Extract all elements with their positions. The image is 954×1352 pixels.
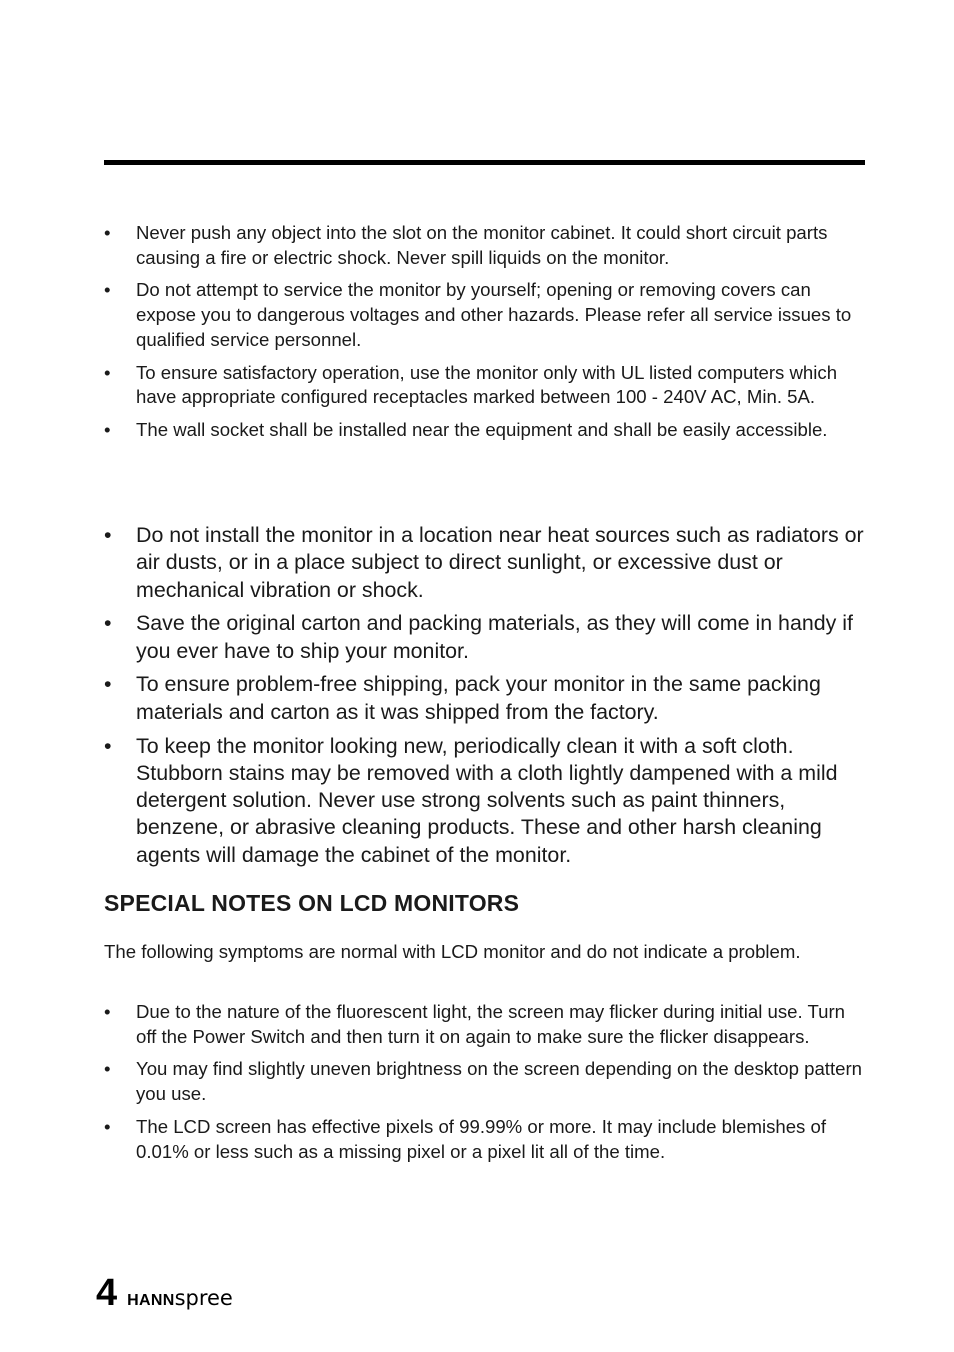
brand-logo-light: spree: [174, 1286, 233, 1310]
list-item: [104, 221, 864, 271]
list-item-text: The LCD screen has effective pixels of 99.99% or more. It may include blemishes of 0.01% or less such as a missing pixel or a pixel lit all of the time.: [136, 1115, 827, 1162]
safety-list-small: [104, 221, 864, 451]
brand-logo-bold: HANN: [127, 1292, 175, 1309]
brand-logo: [127, 1286, 233, 1311]
page-number: 4: [96, 1272, 118, 1314]
bullet-icon: •: [104, 523, 112, 547]
list-item: [104, 361, 864, 411]
list-item: [104, 418, 864, 443]
header-rule: [104, 160, 865, 165]
list-item: [104, 278, 864, 352]
list-item: [104, 1115, 864, 1165]
list-item: [104, 522, 864, 604]
bullet-icon: •: [104, 418, 111, 440]
bullet-icon: •: [104, 222, 111, 243]
list-item: [104, 671, 864, 726]
bullet-icon: •: [104, 279, 111, 301]
list-item-text: To keep the monitor looking new, periodically clean it with a soft cloth. Stubborn stains may be removed with a cloth lightly dampened with a mild detergent solution. Never use strong solvents such as paint thinners, benzene, or abrasive cleaning products. These and other harsh cleaning agents will damage the cabinet of the monitor.: [136, 733, 838, 867]
list-item: [104, 1000, 864, 1050]
list-item-text: Do not attempt to service the monitor by yourself; opening or removing covers can expose you to dangerous voltages and other hazards. Please refer all service issues to qualified service personnel.: [136, 279, 852, 350]
bullet-icon: •: [104, 1115, 111, 1137]
list-item: [104, 733, 864, 869]
list-item-text: To ensure problem-free shipping, pack your monitor in the same packing materials and carton as it was shipped from the factory.: [136, 672, 821, 724]
bullet-icon: •: [104, 733, 112, 758]
list-item-text: Do not install the monitor in a location near heat sources such as radiators or air dusts, or in a place subject to direct sunlight, or excessive dust or mechanical vibration or shock.: [136, 523, 864, 602]
list-item-text: Due to the nature of the fluorescent light, the screen may flicker during initial use. Turn off the Power Switch and then turn it on again to make sure the flicker disappears.: [136, 1001, 846, 1047]
list-item-text: The wall socket shall be installed near the equipment and shall be easily accessible.: [136, 418, 828, 440]
bullet-icon: •: [104, 361, 111, 383]
list-item-text: Never push any object into the slot on the monitor cabinet. It could short circuit parts causing a fire or electric shock. Never spill liquids on the monitor.: [136, 222, 828, 268]
bullet-icon: •: [104, 672, 112, 697]
list-item-text: You may find slightly uneven brightness on the screen depending on the desktop pattern you use.: [136, 1058, 862, 1105]
list-item-text: Save the original carton and packing materials, as they will come in handy if you ever have to ship your monitor.: [136, 611, 853, 663]
safety-list-large: [104, 522, 864, 876]
list-item: [104, 610, 864, 665]
section-intro: The following symptoms are normal with LCD monitor and do not indicate a problem.: [104, 941, 801, 962]
page-footer: [96, 1272, 233, 1315]
list-item: [104, 1057, 864, 1107]
bullet-icon: •: [104, 1058, 111, 1080]
bullet-icon: •: [104, 611, 112, 636]
section-heading: SPECIAL NOTES ON LCD MONITORS: [104, 890, 520, 916]
special-notes-list: [104, 1000, 864, 1172]
list-item-text: To ensure satisfactory operation, use the monitor only with UL listed computers which have appropriate configured receptacles marked between 100 - 240V AC, Min. 5A.: [136, 361, 838, 408]
bullet-icon: •: [104, 1001, 111, 1022]
